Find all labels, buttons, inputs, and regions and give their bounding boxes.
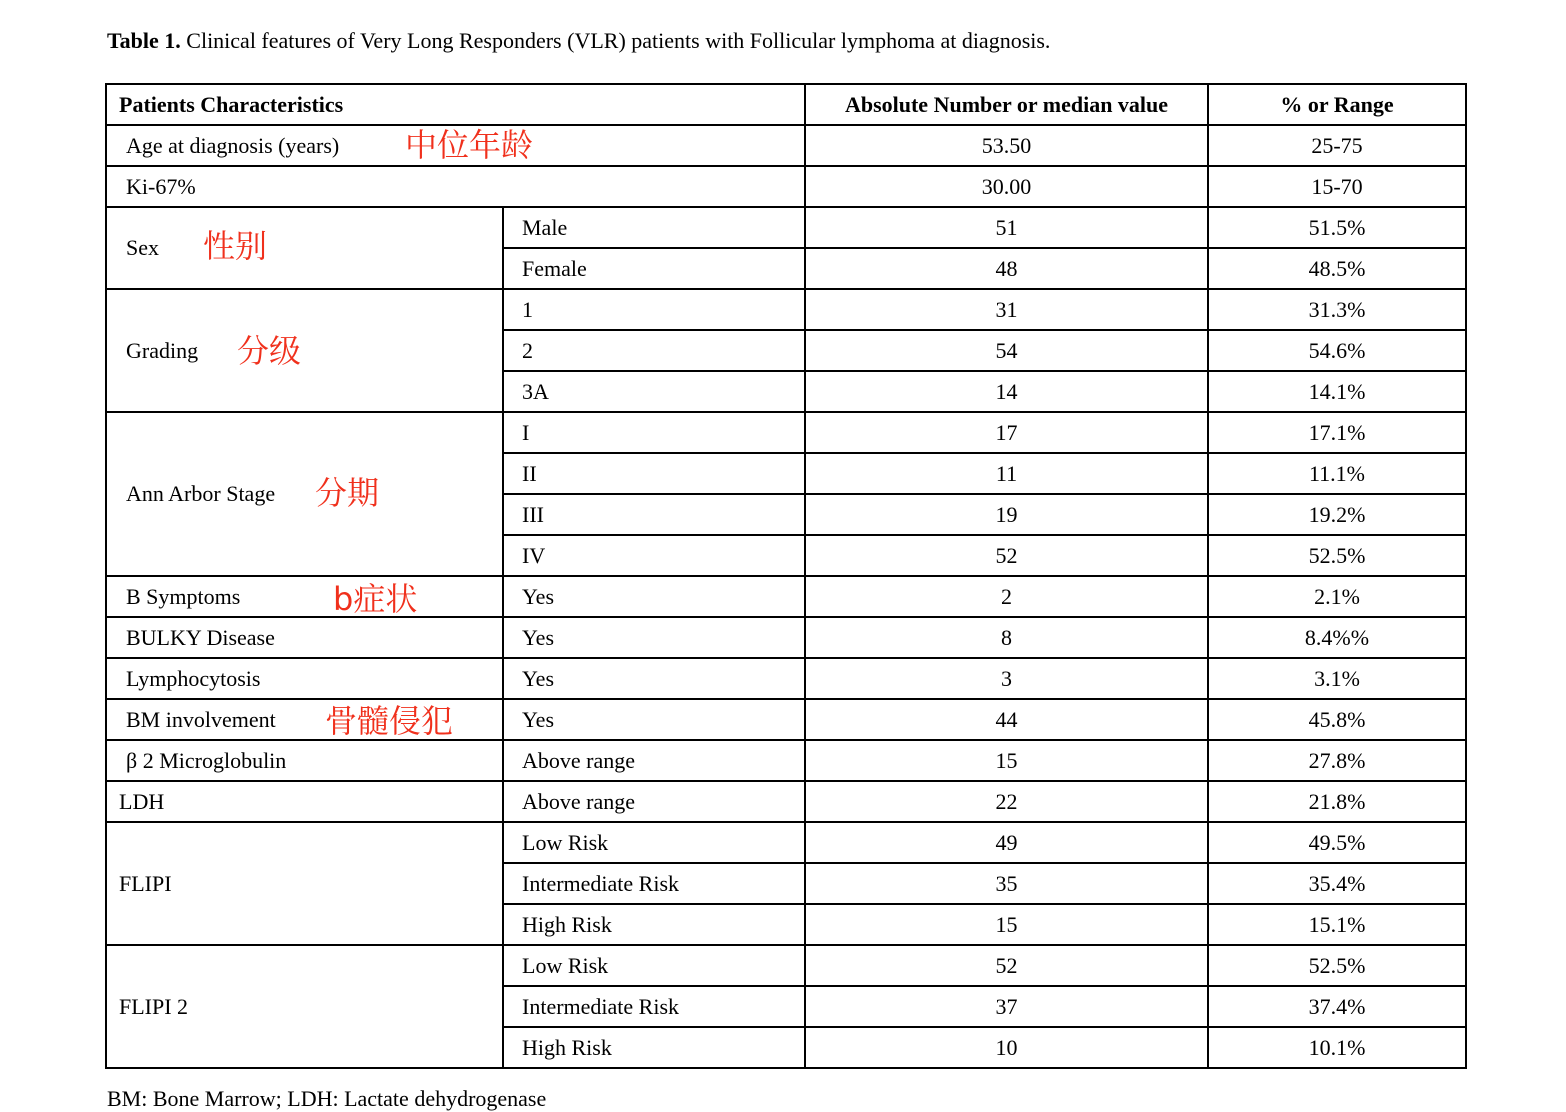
caption-label: Table 1.: [107, 28, 181, 53]
row-label-stage: Ann Arbor Stage: [106, 412, 503, 576]
clinical-features-table: [105, 83, 1467, 1069]
annotation-bm-involvement: 骨髓侵犯: [325, 702, 454, 740]
row-label-b2m: β 2 Microglobulin: [106, 740, 503, 781]
value-cell: 19: [805, 494, 1208, 535]
pct-cell: 35.4%: [1208, 863, 1466, 904]
row-label-bm: BM involvement: [106, 699, 503, 740]
sub-label: Low Risk: [503, 822, 805, 863]
table-row-b2m: [106, 740, 1466, 781]
table-row: [106, 412, 1466, 453]
table-row-bulky: [106, 617, 1466, 658]
table-header-row: [106, 84, 1466, 125]
sub-label: Above range: [503, 740, 805, 781]
value-cell: 14: [805, 371, 1208, 412]
sub-label: 2: [503, 330, 805, 371]
sub-label: Yes: [503, 699, 805, 740]
table-row-b-symptoms: [106, 576, 1466, 617]
sub-label: 1: [503, 289, 805, 330]
table-row-lymphocytosis: [106, 658, 1466, 699]
pct-cell: 11.1%: [1208, 453, 1466, 494]
table-footnote: BM: Bone Marrow; LDH: Lactate dehydrogenase: [107, 1086, 547, 1111]
sub-label: III: [503, 494, 805, 535]
value-cell: 35: [805, 863, 1208, 904]
table-row: [106, 289, 1466, 330]
sub-label: Low Risk: [503, 945, 805, 986]
annotation-sex: 性别: [203, 227, 268, 265]
sub-label: I: [503, 412, 805, 453]
pct-cell: 14.1%: [1208, 371, 1466, 412]
pct-cell: 49.5%: [1208, 822, 1466, 863]
value-cell: 51: [805, 207, 1208, 248]
table-row-ldh: [106, 781, 1466, 822]
annotation-median-age: 中位年龄: [405, 126, 534, 164]
sub-label: High Risk: [503, 1027, 805, 1068]
value-cell: 15: [805, 740, 1208, 781]
value-cell: 11: [805, 453, 1208, 494]
annotation-b-symptoms: b症状: [333, 580, 418, 618]
row-label-age: Age at diagnosis (years): [106, 125, 805, 166]
sub-label: Yes: [503, 576, 805, 617]
row-label-b-symptoms: B Symptoms: [106, 576, 503, 617]
pct-cell: 19.2%: [1208, 494, 1466, 535]
pct-cell: 37.4%: [1208, 986, 1466, 1027]
pct-cell: 31.3%: [1208, 289, 1466, 330]
value-cell: 8: [805, 617, 1208, 658]
row-label-sex: Sex: [106, 207, 503, 289]
sub-label: Above range: [503, 781, 805, 822]
table-row-age: [106, 125, 1466, 166]
table-row: [106, 822, 1466, 863]
header-absolute-number: Absolute Number or median value: [805, 84, 1208, 125]
sub-label: 3A: [503, 371, 805, 412]
sub-label: High Risk: [503, 904, 805, 945]
pct-cell: 21.8%: [1208, 781, 1466, 822]
pct-cell: 27.8%: [1208, 740, 1466, 781]
pct-cell: 48.5%: [1208, 248, 1466, 289]
sub-label: Yes: [503, 658, 805, 699]
value-cell: 17: [805, 412, 1208, 453]
annotation-grading: 分级: [237, 332, 302, 370]
pct-cell: 52.5%: [1208, 535, 1466, 576]
value-cell: 15: [805, 904, 1208, 945]
value-cell: 49: [805, 822, 1208, 863]
header-range: % or Range: [1208, 84, 1466, 125]
value-cell: 3: [805, 658, 1208, 699]
sub-label: Intermediate Risk: [503, 863, 805, 904]
pct-cell: 54.6%: [1208, 330, 1466, 371]
value-cell: 10: [805, 1027, 1208, 1068]
table-row: [106, 945, 1466, 986]
value-cell: 31: [805, 289, 1208, 330]
pct-cell: 3.1%: [1208, 658, 1466, 699]
value-cell: 37: [805, 986, 1208, 1027]
ki67-value: 30.00: [805, 166, 1208, 207]
value-cell: 54: [805, 330, 1208, 371]
table-row: [106, 207, 1466, 248]
pct-cell: 15.1%: [1208, 904, 1466, 945]
row-label-bulky: BULKY Disease: [106, 617, 503, 658]
caption-text: Clinical features of Very Long Responders (VLR) patients with Follicular lymphoma at diagnosis.: [180, 28, 1051, 53]
age-value: 53.50: [805, 125, 1208, 166]
sub-label: Yes: [503, 617, 805, 658]
table-row-ki67: [106, 166, 1466, 207]
row-label-ldh: LDH: [106, 781, 503, 822]
row-label-ki67: Ki-67%: [106, 166, 805, 207]
annotation-stage: 分期: [315, 474, 380, 512]
value-cell: 52: [805, 535, 1208, 576]
ki67-range: 15-70: [1208, 166, 1466, 207]
row-label-flipi: FLIPI: [106, 822, 503, 945]
value-cell: 48: [805, 248, 1208, 289]
pct-cell: 51.5%: [1208, 207, 1466, 248]
age-range: 25-75: [1208, 125, 1466, 166]
value-cell: 44: [805, 699, 1208, 740]
pct-cell: 45.8%: [1208, 699, 1466, 740]
table-row-bm: [106, 699, 1466, 740]
sub-label: Female: [503, 248, 805, 289]
table-caption: [107, 28, 1050, 54]
value-cell: 2: [805, 576, 1208, 617]
row-label-lymphocytosis: Lymphocytosis: [106, 658, 503, 699]
pct-cell: 2.1%: [1208, 576, 1466, 617]
value-cell: 52: [805, 945, 1208, 986]
row-label-grading: Grading: [106, 289, 503, 412]
sub-label: II: [503, 453, 805, 494]
value-cell: 22: [805, 781, 1208, 822]
row-label-flipi2: FLIPI 2: [106, 945, 503, 1068]
pct-cell: 10.1%: [1208, 1027, 1466, 1068]
pct-cell: 52.5%: [1208, 945, 1466, 986]
sub-label: Intermediate Risk: [503, 986, 805, 1027]
header-characteristics: Patients Characteristics: [106, 84, 805, 125]
pct-cell: 17.1%: [1208, 412, 1466, 453]
sub-label: Male: [503, 207, 805, 248]
pct-cell: 8.4%%: [1208, 617, 1466, 658]
sub-label: IV: [503, 535, 805, 576]
